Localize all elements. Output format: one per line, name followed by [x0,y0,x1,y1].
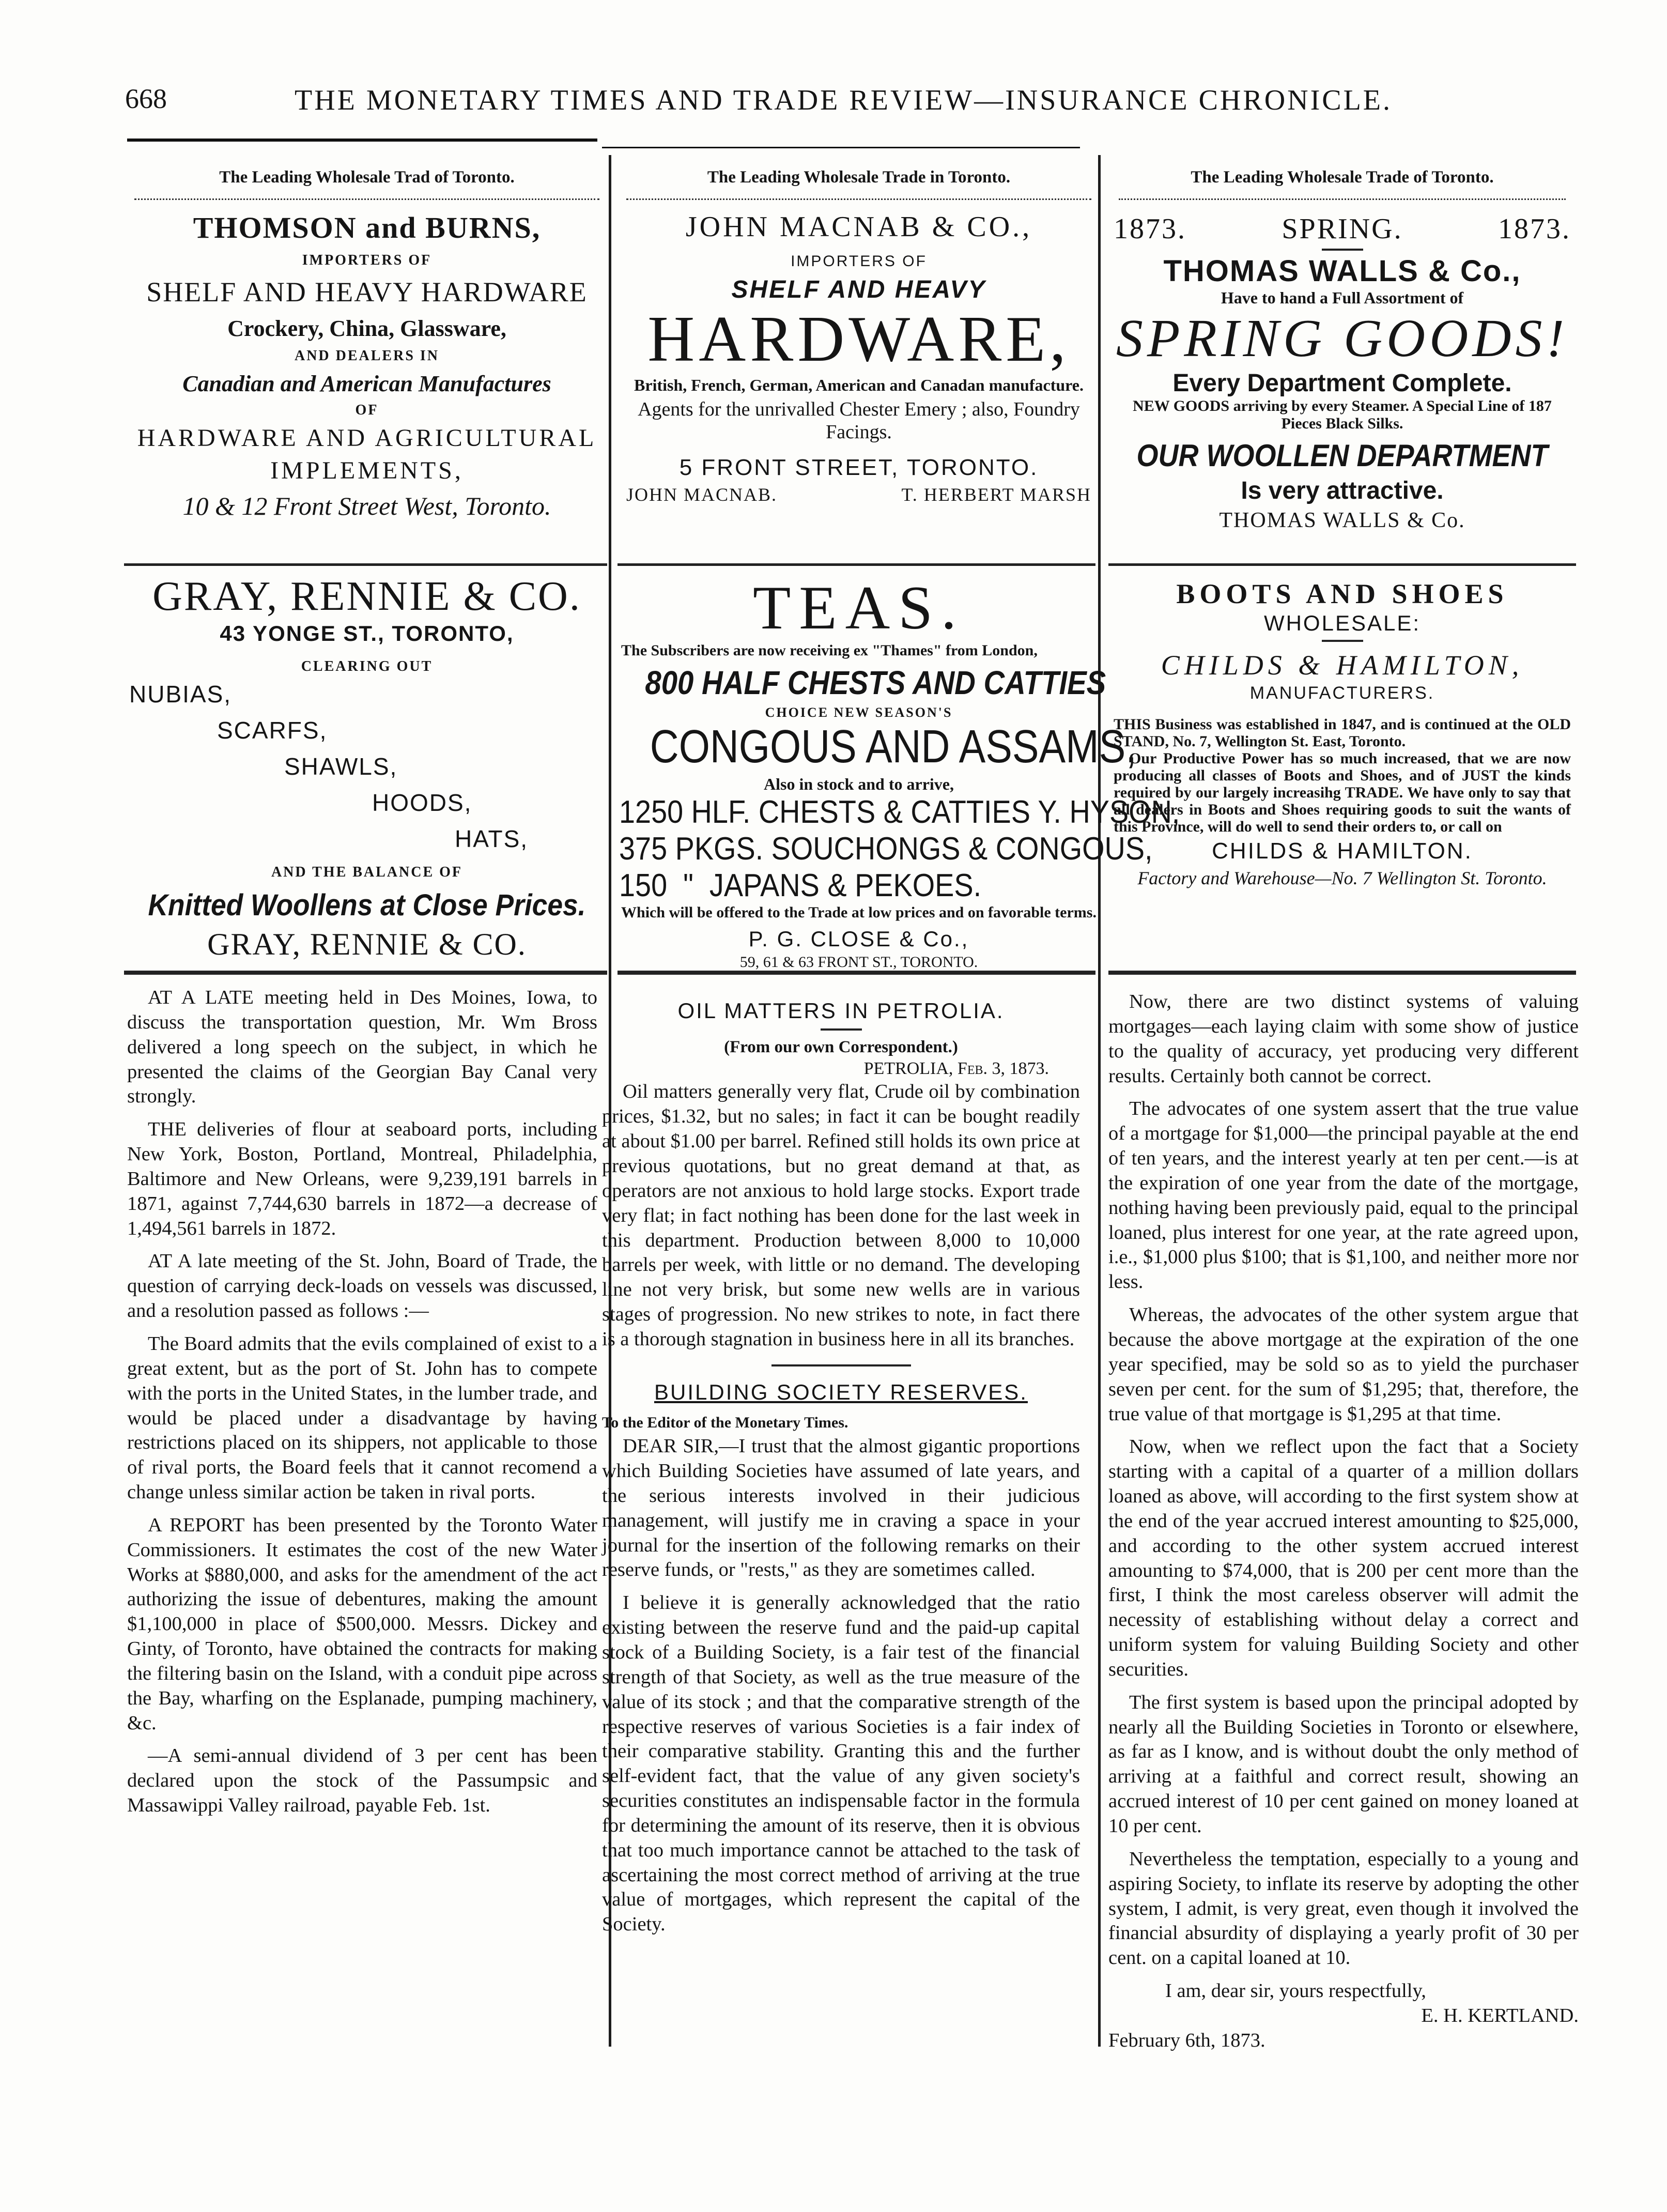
ad-divider [1108,563,1576,566]
ad-line: 375 PKGS. SOUCHONGS & CONGOUS, [619,831,1153,867]
ad-childs-hamilton [1108,578,1576,889]
ad-address: 59, 61 & 63 FRONT ST., TORONTO. [739,954,978,971]
ad-caption: The Leading Wholesale Trade of Toronto. [1191,168,1494,187]
ad-paragraph: THIS Business was established in 1847, and is continued at the OLD STAND, No. 7, Wellington St. East, Toronto. [1114,716,1571,750]
ad-line: NEW GOODS arriving by every Steamer. A Special Line of 187 Pieces Black Silks. [1133,397,1552,432]
short-rule [1322,640,1363,642]
ad-item: HATS, [455,825,529,852]
article-dateline: PETROLIA, Feb. 3, 1873. [863,1059,1049,1079]
ad-title: TEAS. [753,573,965,642]
ad-of: OF [355,402,379,418]
ad-balance: AND THE BALANCE OF [271,864,463,880]
ad-thomas-walls [1108,158,1576,533]
page-number: 668 [125,83,167,114]
ad-caption: The Leading Wholesale Trade in Toronto. [707,168,1011,187]
ad-big-word: SPRING GOODS! [1116,309,1569,368]
ad-line: Which will be offered to the Trade at low prices and on favorable terms. [621,904,1097,921]
ad-firm-name: JOHN MACNAB & CO., [685,211,1032,243]
ad-firm-name: THOMSON and BURNS, [193,211,541,244]
ad-line: HARDWARE AND AGRICULTURAL [137,424,597,452]
article-paragraph: I believe it is generally acknowledged that the ratio existing between the reserve fund and the paid-up capital stock of a Building Society, is a fair test of the financial strength of that Society, as well as the true measure of the value of its stock ; and that the comparative strength of the respective reserves of various Societies is a fair index of their comparative stability. Granting this and the further self-evident fact, that the value of any given society's securities constitutes an indispensable factor in the formula for determining the amount of its reserve, then it is obvious that too much importance cannot be attached to the task of ascertaining the most correct method of arriving at the true value of mortgages, which represent the capital of the Society. [602,1592,1080,1936]
ad-line: Also in stock and to arrive, [764,775,954,793]
ad-address: 10 & 12 Front Street West, Toronto. [182,491,551,520]
page-header [119,72,1586,134]
column-news-briefs [127,986,597,1826]
letter-paragraph: The advocates of one system assert that the true value of a mortgage for $1,000—the principal payable at the end of ten years, and the interest yearly at ten per cent.—is at the expiration of one year from the date of the mortgage, nothing having been previously paid, equal to the principal loaned, plus interest for one year, at the rate agreed upon, i.e., $1,000 plus $100; that is $1,100, and neither more nor less. [1108,1098,1579,1293]
column-letter-continued [1108,990,1579,2062]
letter-author: E. H. KERTLAND. [1421,2004,1579,2026]
ad-divider [124,971,607,975]
ad-dealers: AND DEALERS IN [294,348,440,364]
wavy-rule [626,193,1091,200]
ad-season-line [1108,206,1576,245]
ad-line: CHOICE NEW SEASON'S [765,705,953,720]
ad-john-macnab [616,158,1102,505]
letter-paragraph: Now, there are two distinct systems of valuing mortgages—each laying claim with some show of justice to the quality of accuracy, yet producing very different results. Certainly both cannot be correct. [1108,991,1579,1087]
ad-season: SPRING. [1282,213,1403,245]
ad-line: Have to hand a Full Assortment of [1221,288,1464,307]
ad-line: CONGOUS AND ASSAMS, [650,721,1137,773]
ad-line: Crockery, China, Glassware, [227,316,506,341]
ad-divider [618,971,1095,975]
ad-partner: JOHN MACNAB. [626,484,778,505]
ad-clearing: CLEARING OUT [301,658,433,674]
ad-line: SHELF AND HEAVY HARDWARE [146,276,588,308]
news-paragraph: AT A LATE meeting held in Des Moines, Iowa, to discuss the transportation question, Mr. Wm Bross delivered a long speech on the subject, in which he presented the claims of the Georgian Bay Canal very strongly. [127,987,597,1108]
ad-firm-name: THOMAS WALLS & Co., [1163,254,1521,288]
ad-line: 800 HALF CHESTS AND CATTIES [645,664,1106,701]
ad-slogan: Knitted Woollens at Close Prices. [148,888,586,922]
page-title: THE MONETARY TIMES AND TRADE REVIEW—INSURANCE CHRONICLE. [295,84,1393,116]
ad-partners [616,481,1102,505]
ad-gray-rennie [124,574,610,962]
letter-date: February 6th, 1873. [1108,2029,1265,2051]
ad-item: SCARFS, [217,717,328,744]
column-articles [602,997,1080,1945]
ad-line: 150 " JAPANS & PEKOES. [619,868,982,903]
ad-line: Is very attractive. [1241,477,1444,504]
ad-sign: P. G. CLOSE & Co., [748,927,969,951]
ad-item: SHAWLS, [284,753,398,780]
ad-line: 1250 HLF. CHESTS & CATTIES Y. HYSON, [619,794,1180,830]
ad-importers: IMPORTERS OF [302,252,432,268]
ad-item: HOODS, [372,789,472,816]
ad-line: British, French, German, American and Canadan manufacture. [634,375,1084,394]
article-paragraph: DEAR SIR,—I trust that the almost gigantic proportions which Building Societies have assumed of late years, and the serious interests involved in their judicious management, will justify me in craving a space in your journal for the insertion of the following remarks on their reserve funds, or "rests," as they are sometimes called. [602,1435,1080,1581]
letter-paragraph: Whereas, the advocates of the other system argue that because the above mortgage at the expiration of the one year specified, may be sold so as to yield the purchaser seven per cent. for the sum of $1,295; that, therefore, the true value of that mortgage is $1,295 at that time. [1108,1304,1579,1425]
ad-firm-name: CHILDS & HAMILTON, [1161,650,1524,681]
article-salutation: To the Editor of the Monetary Times. [602,1414,848,1431]
header-rule [127,139,597,142]
short-rule [821,1028,862,1031]
ad-address: Factory and Warehouse—No. 7 Wellington St. Toronto. [1137,868,1547,888]
news-paragraph: The Board admits that the evils complained of exist to a great extent, but as the port of St. John has to compete with the ports in the United States, in the lumber trade, and would be placed under a disadvantage by having restrictions placed on its shippers, not applicable to those of rival ports, the Board feels that it cannot recomend a change unless similar action be taken in rival ports. [127,1332,597,1503]
ad-year: 1873. [1114,213,1186,245]
ad-item-list [124,675,610,861]
ad-year: 1873. [1498,213,1571,245]
ad-line: OUR WOOLLEN DEPARTMENT [1136,438,1548,473]
ad-partner: T. HERBERT MARSH [901,484,1091,505]
ad-divider [124,563,607,566]
ad-title: BOOTS AND SHOES [1176,578,1508,609]
letter-paragraph: Nevertheless the temptation, especially to a young and aspiring Society, to inflate its reserve by adopting the other system, I admit, is very great, even though it involved the financial absurdity of displaying a yearly profit of 30 per cent. on a capital loaned at 10. [1108,1848,1579,1969]
wavy-rule [1119,193,1566,200]
ad-line: The Subscribers are now receiving ex "Thames" from London, [621,642,1038,659]
news-paragraph: A REPORT has been presented by the Toronto Water Commissioners. It estimates the cost of the new Water Works at $880,000, and asks for the amendment of the act authorizing the issue of debentures, making the amount $1,100,000 in place of $500,000. Messrs. Dickey and Ginty, of Toronto, have obtained the contracts for making the filtering basin on the Island, with a conduit pipe across the Bay, wharfing on the Esplanade, pumping machinery, &c. [127,1514,597,1734]
ad-caption: The Leading Wholesale Trad of Toronto. [219,168,515,187]
short-rule [771,1364,911,1366]
news-paragraph: —A semi-annual dividend of 3 per cent has been declared upon the stock of the Passumpsic and Massawippi Valley railroad, payable Feb. 1st. [127,1745,597,1817]
ad-divider [1108,971,1576,975]
letter-paragraph: Now, when we reflect upon the fact that a Society starting with a capital of a quarter of a million dollars loaned as above, will according to the first system show at the end of the year accrued interest amounting to $25,000, and according to the other system accrued interest amounting to $74,000, that is 200 per cent more than the first, I think the most careless observer will admit the necessity of establishing without delay a correct and uniform system for valuing Building Society and other securities. [1108,1436,1579,1680]
ad-manufacturers: MANUFACTURERS. [1249,683,1435,703]
ad-item: NUBIAS, [129,681,232,708]
ad-thomson-burns [124,158,610,521]
ad-sub: WHOLESALE: [1263,611,1421,635]
ad-paragraph: Our Productive Power has so much increased, that we are now producing all classes of Boots and Shoes, and of JUST the kinds required by our largely increasihg TRADE. We have only to say that all dealers in Boots and Shoes requiring goods to suit the wants of this Province, will do well to send their orders to, or call on [1114,750,1571,835]
ad-address: 5 FRONT STREET, TORONTO. [679,454,1039,480]
ad-line: Canadian and American Manufactures [182,371,551,396]
header-rule-thin [602,147,1080,148]
letter-paragraph: The first system is based upon the principal adopted by nearly all the Building Societies in Toronto or elsewhere, as far as I know, and is without doubt the only method of arriving at a faithful and correct result, showing an accrued interest of 10 per cent gained on money loaned at 10 per cent. [1108,1691,1579,1837]
ad-sign: CHILDS & HAMILTON. [1212,838,1473,864]
ad-line: Agents for the unrivalled Chester Emery ; also, Foundry Facings. [638,398,1080,443]
news-paragraph: AT A late meeting of the St. John, Board of Trade, the question of carrying deck-loads on vessels was discussed, and a resolution passed as follows :— [127,1250,597,1322]
ad-divider [618,563,1095,566]
ad-sign: GRAY, RENNIE & CO. [207,927,527,961]
letter-closing: I am, dear sir, yours respectfully, [1165,1980,1426,2002]
ad-big-word: HARDWARE, [647,303,1070,375]
article-title: BUILDING SOCIETY RESERVES. [654,1379,1028,1404]
wavy-rule [134,193,599,200]
ad-firm-name: GRAY, RENNIE & CO. [152,574,581,619]
ad-line: Every Department Complete. [1172,370,1512,397]
ad-sign: THOMAS WALLS & Co. [1219,509,1465,532]
ad-line: IMPLEMENTS, [270,457,464,484]
ad-address: 43 YONGE ST., TORONTO, [220,621,514,646]
article-source: (From our own Correspondent.) [724,1038,958,1057]
ad-importers: IMPORTERS OF [791,253,927,270]
article-paragraph: Oil matters generally very flat, Crude oil by combination prices, $1.32, but no sales; in fact it can be bought readily at about $1.00 per barrel. Refined still holds its own price at previous quotations, but no great demand at that, as operators are not anxious to hold large stocks. Export trade very flat; in fact nothing has been done for the last week in this department. Production between 8,000 to 10,000 barrels per week, with little or no demand. The developing line not very brisk, but some new wells are in various stages of progression. No new strikes to note, in fact there is a thorough stagnation in business here in all its branches. [602,1081,1080,1350]
short-rule [1322,249,1363,251]
ad-teas [616,573,1180,971]
news-paragraph: THE deliveries of flour at seaboard ports, including New York, Boston, Portland, Montreal, Philadelphia, Baltimore and New Orleans, were 9,239,191 barrels in 1871, against 7,744,630 barrels in 1872—a decrease of 1,494,561 barrels in 1872. [127,1118,597,1239]
article-title: OIL MATTERS IN PETROLIA. [677,999,1005,1023]
ad-line: SHELF AND HEAVY [731,276,986,303]
